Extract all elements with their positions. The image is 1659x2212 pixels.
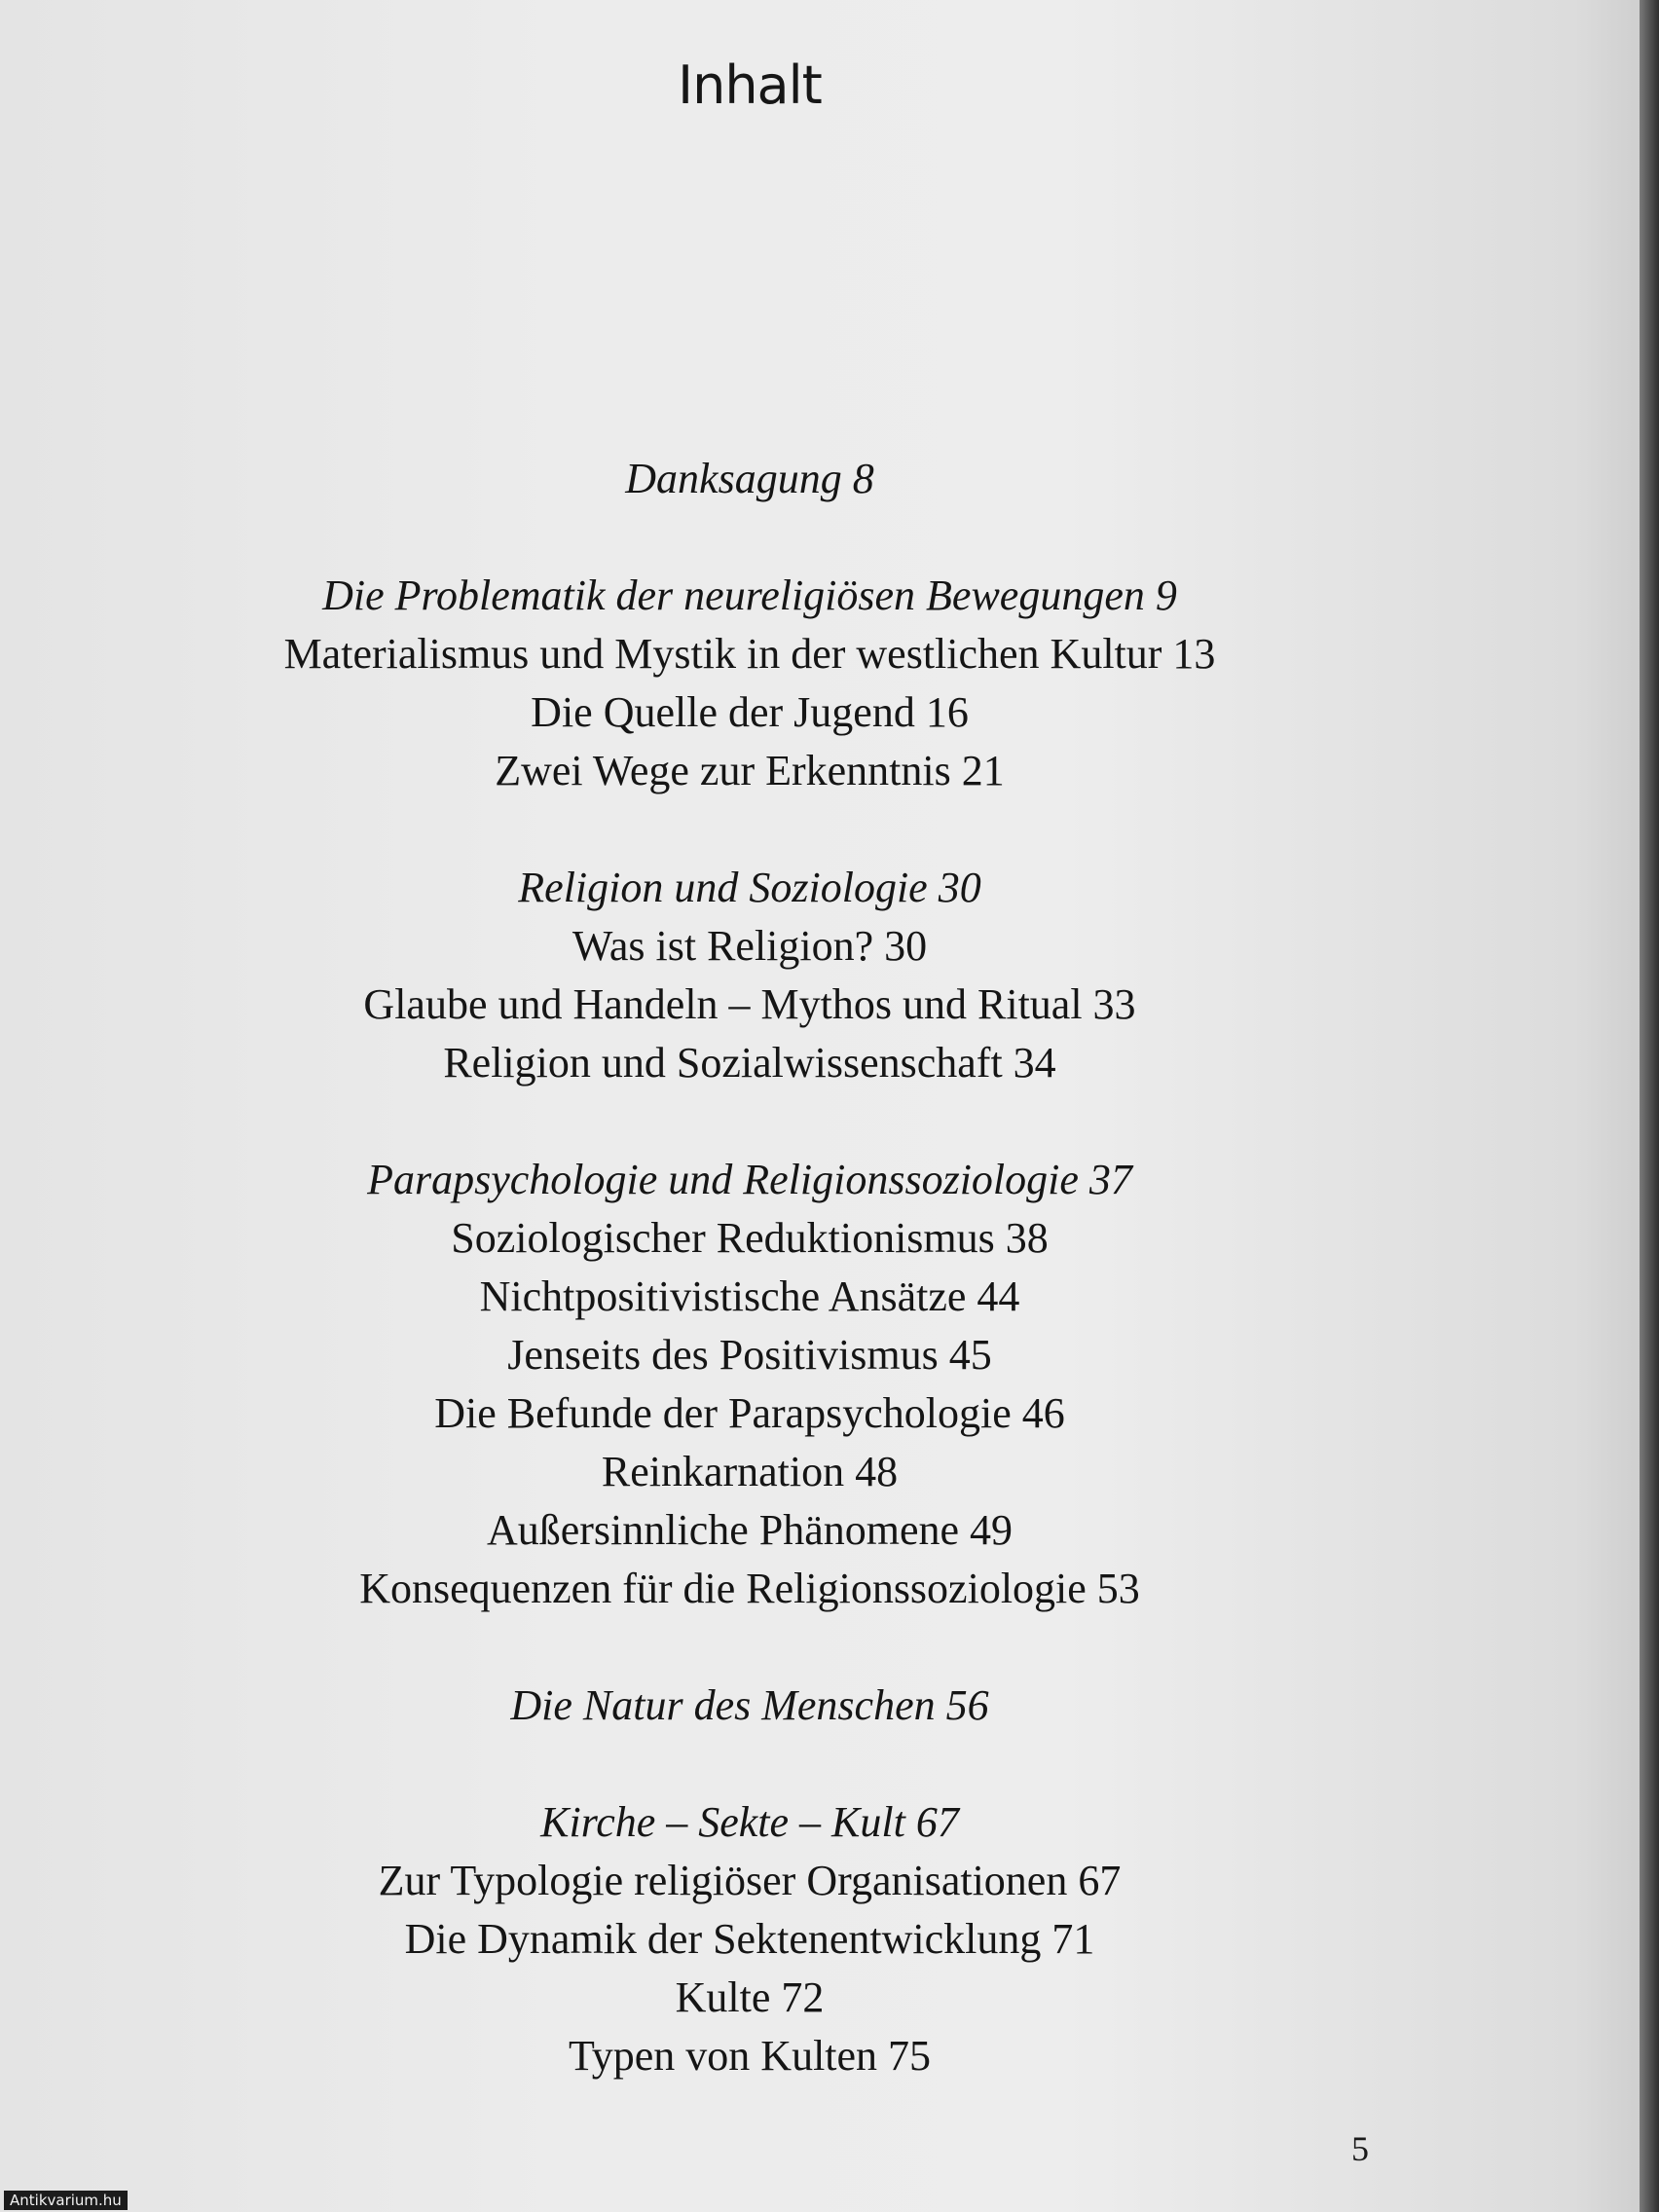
toc-entry: Zwei Wege zur Erkenntnis 21 [495,747,1005,794]
page-edge-shadow [1640,0,1659,2212]
watermark: Antikvarium.hu [4,2191,128,2210]
toc-entry: Zur Typologie religiöser Organisationen 67 [378,1857,1122,1904]
toc-entry: Kulte 72 [675,1973,825,2021]
table-of-contents [0,450,1499,2085]
toc-entry: Materialismus und Mystik in der westlichen Kultur 13 [283,630,1216,678]
toc-entry: Reinkarnation 48 [601,1448,899,1495]
section-spacer [0,1618,1499,1677]
section-spacer [0,1092,1499,1151]
toc-section-heading: Danksagung 8 [625,455,874,502]
toc-entry: Soziologischer Reduktionismus 38 [451,1214,1049,1262]
toc-section-heading: Kirche – Sekte – Kult 67 [540,1798,959,1846]
toc-entry: Jenseits des Positivismus 45 [507,1331,992,1379]
toc-section-heading: Parapsychologie und Religionssoziologie 37 [367,1156,1132,1203]
toc-entry: Religion und Sozialwissenschaft 34 [443,1039,1056,1087]
toc-section-heading: Die Natur des Menschen 56 [510,1681,989,1729]
toc-entry: Was ist Religion? 30 [571,922,928,970]
toc-section-heading: Die Problematik der neureligiösen Bewegungen 9 [322,571,1177,619]
toc-entry: Typen von Kulten 75 [568,2032,932,2080]
page-title: Inhalt [678,55,822,116]
toc-entry: Die Quelle der Jugend 16 [531,688,969,736]
toc-entry: Glaube und Handeln – Mythos und Ritual 33 [363,980,1136,1028]
section-spacer [0,1735,1499,1793]
section-spacer [0,800,1499,859]
section-spacer [0,508,1499,567]
toc-entry: Konsequenzen für die Religionssoziologie 53 [359,1565,1140,1612]
page-number: 5 [1351,2129,1369,2168]
toc-entry: Außersinnliche Phänomene 49 [486,1506,1014,1554]
toc-section-heading: Religion und Soziologie 30 [518,864,981,911]
toc-entry: Die Befunde der Parapsychologie 46 [434,1389,1065,1437]
toc-entry: Nichtpositivistische Ansätze 44 [479,1272,1020,1320]
toc-entry: Die Dynamik der Sektenentwicklung 71 [404,1915,1095,1963]
